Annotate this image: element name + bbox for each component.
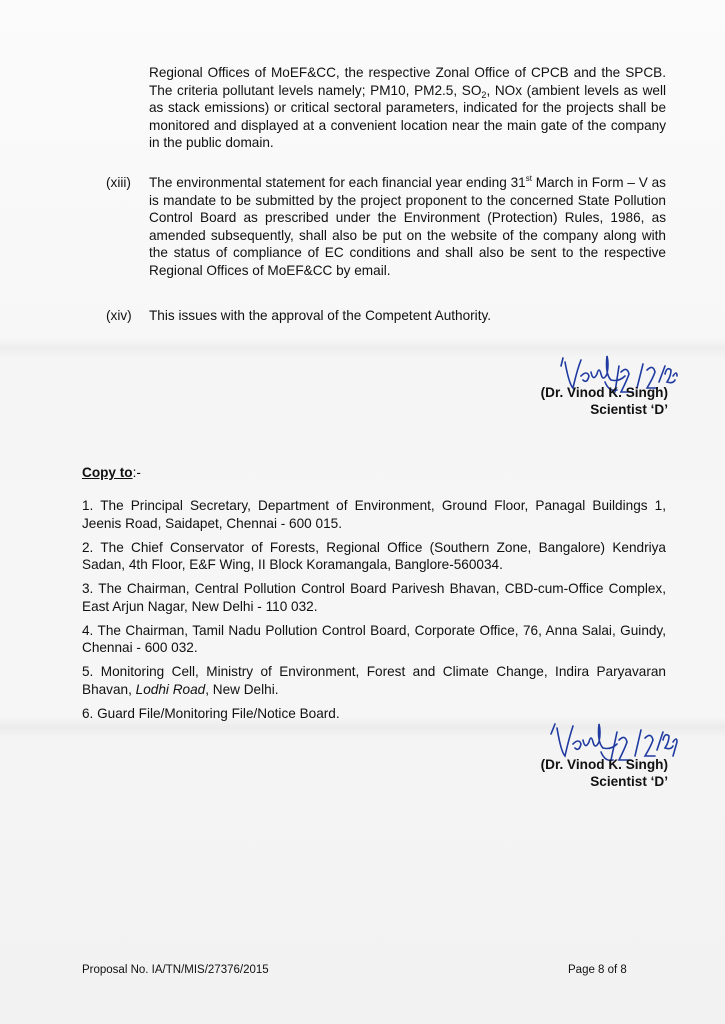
item-xiv-text: This issues with the approval of the Competent Authority. bbox=[149, 308, 492, 323]
copy-to-item-italic: Lodhi Road bbox=[135, 681, 206, 697]
copy-to-item: 3. The Chairman, Central Pollution Control Board Parivesh Bhavan, CBD-cum-Office Complex, East Arjun Nagar, New Delhi - 110 032. bbox=[82, 581, 666, 614]
copy-to-item: 6. Guard File/Monitoring File/Notice Board. bbox=[82, 705, 340, 721]
item-text: The environmental statement for each financial year ending 31 bbox=[149, 175, 526, 190]
signature-block-2 bbox=[470, 756, 668, 790]
paragraph-text: Regional Offices of MoEF&CC, the respective Zonal Office of CPCB and the SPCB. The criteria pollutant levels namely; PM10, PM2.5, SO bbox=[149, 65, 666, 98]
footer-proposal-number: Proposal No. IA/TN/MIS/27376/2015 bbox=[82, 964, 269, 976]
copy-to-item bbox=[82, 663, 666, 698]
signatory-title: Scientist ‘D’ bbox=[590, 774, 668, 789]
item-text: March in Form – V as is mandate to be submitted by the project proponent to the concerned State Pollution Control Board as prescribed under the Environment (Protection) Rules, 1986, as amended subsequently, shall also be put on the website of the company along with the status of compliance of EC conditions and shall also be sent to the respective Regional Offices of MoEF&CC by email. bbox=[149, 175, 666, 278]
copy-to-item: 4. The Chairman, Tamil Nadu Pollution Control Board, Corporate Office, 76, Anna Salai, Guindy, Chennai - 600 032. bbox=[82, 622, 666, 655]
copy-to-item-text: , New Delhi. bbox=[205, 681, 279, 697]
paragraph-continuation bbox=[149, 64, 666, 152]
superscript: st bbox=[525, 174, 532, 183]
copy-to-item: 1. The Principal Secretary, Department of Environment, Ground Floor, Panagal Buildings 1, Jeenis Road, Saidapet, Chennai - 600 015. bbox=[82, 498, 666, 531]
copy-to-label: Copy to bbox=[82, 465, 133, 480]
subscript: 2 bbox=[481, 89, 487, 100]
paragraph-text: , NOx (ambient levels as well as stack emissions) or critical sectoral parameters, indicated for the projects shall be monitored and displayed at a convenient location near the main gate of the company in the public domain. bbox=[149, 82, 667, 150]
item-xiii-text bbox=[149, 174, 666, 279]
copy-to-item-text: 5. Monitoring Cell, Ministry of Environment, Forest and Climate Change, Indira Paryavaran Bhavan, bbox=[82, 664, 666, 697]
signatory-name: (Dr. Vinod K. Singh) bbox=[540, 385, 668, 400]
item-number-xiii: (xiii) bbox=[106, 175, 131, 190]
signatory-name: (Dr. Vinod K. Singh) bbox=[540, 757, 668, 772]
signatory-title: Scientist ‘D’ bbox=[590, 402, 668, 417]
copy-to-item: 2. The Chief Conservator of Forests, Regional Office (Southern Zone, Bangalore) Kendriya Sadan, 4th Floor, E&F Wing, II Block Koramangala, Banglore-560034. bbox=[82, 539, 666, 572]
copy-to-suffix: :- bbox=[132, 465, 141, 480]
signature-block-1 bbox=[470, 384, 668, 418]
item-number-xiv: (xiv) bbox=[106, 308, 132, 323]
footer-page-number: Page 8 of 8 bbox=[568, 964, 627, 976]
copy-to-list bbox=[82, 497, 666, 729]
copy-to-heading bbox=[82, 465, 141, 480]
